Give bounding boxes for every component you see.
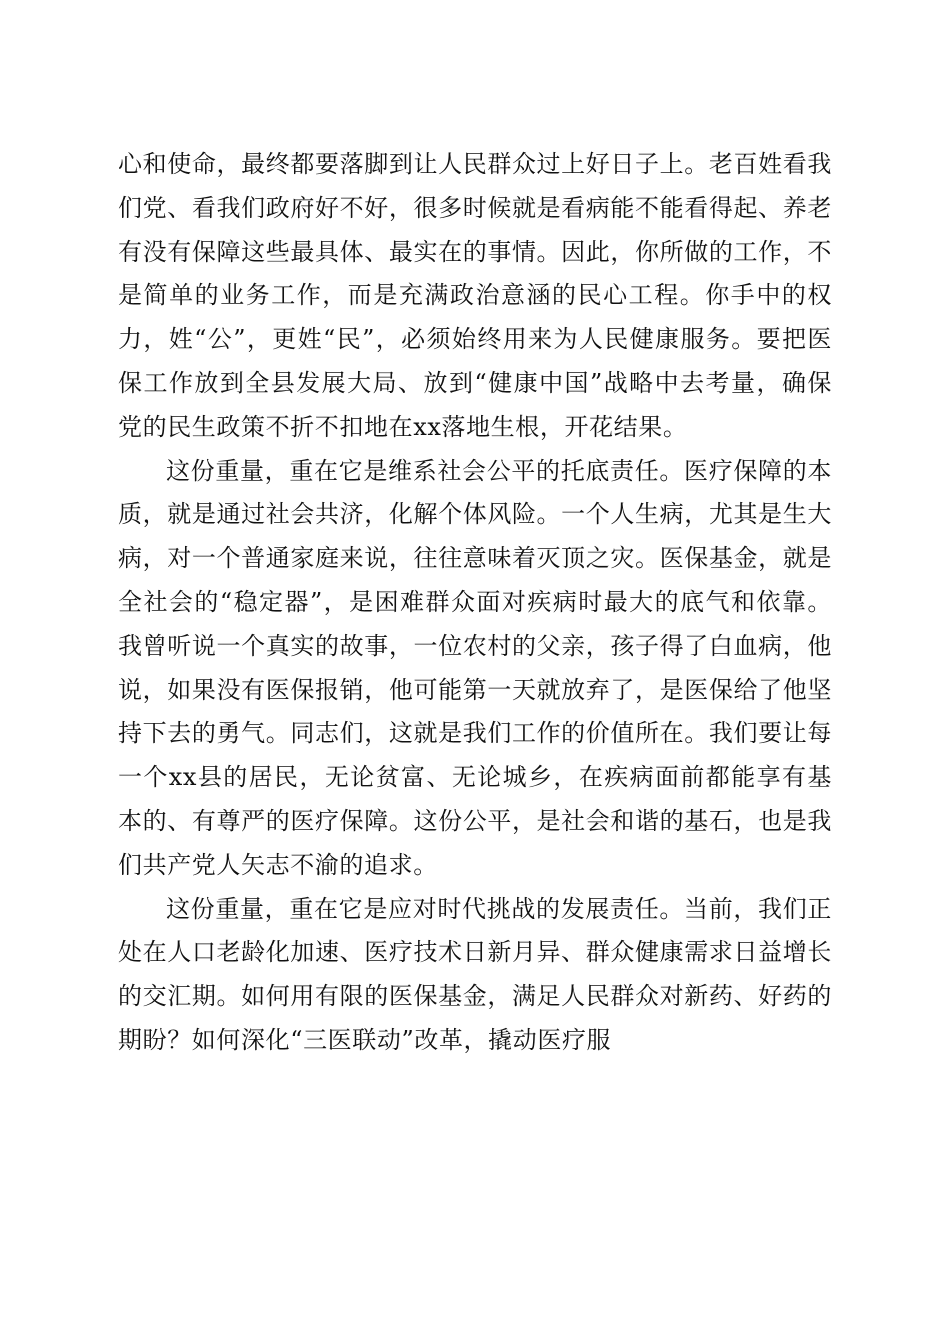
paragraph-2: 这份重量，重在它是维系社会公平的托底责任。医疗保障的本质，就是通过社会共济，化解个体风险。一个人生病，尤其是生大病，对一个普通家庭来说，往往意味着灭顶之灾。医保基金，就是全社会的“稳定器”，是困难群众面对疾病时最大的底气和依靠。我曾听说一个真实的故事，一位农村的父亲，孩子得了白血病，他说，如果没有医保报销，他可能第一天就放弃了，是医保给了他坚持下去的勇气。同志们，这就是我们工作的价值所在。我们要让每一个xx县的居民，无论贫富、无论城乡，在疾病面前都能享有基本的、有尊严的医疗保障。这份公平，是社会和谐的基石，也是我们共产党人矢志不渝的追求。 [118, 456, 832, 879]
document-body [118, 143, 832, 1063]
paragraph-1: 心和使命，最终都要落脚到让人民群众过上好日子上。老百姓看我们党、看我们政府好不好，很多时候就是看病能不能看得起、养老有没有保障这些最具体、最实在的事情。因此，你所做的工作，不是简单的业务工作，而是充满政治意涵的民心工程。你手中的权力，姓“公”，更姓“民”，必须始终用来为人民健康服务。要把医保工作放到全县发展大局、放到“健康中国”战略中去考量，确保党的民生政策不折不扣地在xx落地生根，开花结果。 [118, 150, 832, 441]
paragraph-3: 这份重量，重在它是应对时代挑战的发展责任。当前，我们正处在人口老龄化加速、医疗技术日新月异、群众健康需求日益增长的交汇期。如何用有限的医保基金，满足人民群众对新药、好药的期盼？如何深化“三医联动”改革，撬动医疗服 [118, 894, 832, 1054]
